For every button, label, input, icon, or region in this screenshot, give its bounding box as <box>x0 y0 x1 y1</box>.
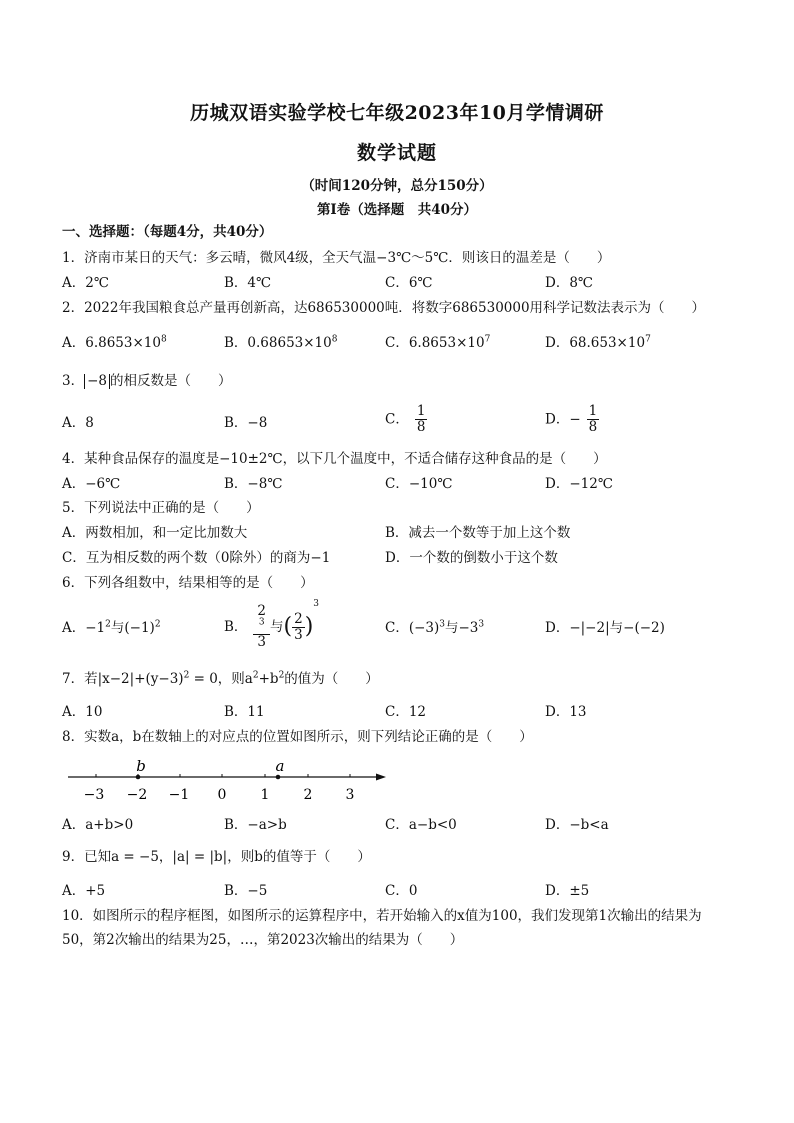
q9-option-c: C．0 <box>385 883 418 899</box>
school-title: 历城双语实验学校七年级2023年10月学情调研 <box>190 102 604 124</box>
q3-option-c: C． $\frac{1}{8}$ <box>385 403 426 435</box>
q8-option-b: B．−a>b <box>224 817 287 833</box>
tick-label: −3 <box>83 787 105 803</box>
q7-option-d: D．13 <box>545 704 587 720</box>
q1-option-d: D．8℃ <box>545 275 594 291</box>
fraction: 2 $^3$ 3 <box>253 604 270 650</box>
q1-option-c: C．6℃ <box>385 275 433 291</box>
q4-option-a: A．−6℃ <box>62 476 121 492</box>
q3-option-b: B．−8 <box>224 415 268 431</box>
q7-option-a: A．10 <box>62 704 103 720</box>
question-1-stem: 1．济南市某日的天气：多云晴，微风4级，全天气温−3℃～5℃．则该日的温差是（ ） <box>62 250 611 266</box>
question-2-stem: 2．2022年我国粮食总产量再创新高，达686530000吨．将数字686530000用科学记数法表示为（ ） <box>62 300 706 316</box>
q6-option-b: B． 2 $^3$ 3 与( $\frac{2}{3}$ )$^3$ <box>224 599 320 650</box>
question-5-stem: 5．下列说法中正确的是（ ） <box>62 500 260 516</box>
q8-option-c: C．a−b<0 <box>385 817 457 833</box>
question-9-stem: 9．已知a = −5，|a| = |b|，则b的值等于（ ） <box>62 849 371 865</box>
section-heading: 一、选择题：（每题4分，共40分） <box>62 224 273 240</box>
q9-option-a: A．+5 <box>62 883 106 899</box>
q1-option-a: A．2℃ <box>62 275 109 291</box>
question-10-line-1: 10．如图所示的程序框图，如图所示的运算程序中，若开始输入的x值为100，我们发现第1次输出的结果为 <box>62 908 702 924</box>
q8-option-a: A．a+b>0 <box>62 817 134 833</box>
q1-option-b: B．4℃ <box>224 275 272 291</box>
question-6-stem: 6．下列各组数中，结果相等的是（ ） <box>62 575 314 591</box>
q9-option-d: D．±5 <box>545 883 590 899</box>
volume-title: 第Ⅰ卷（选择题 共40分） <box>316 202 478 218</box>
question-7-stem: 7．若$|x-2|+(y-3)^2 = 0$，则$a^2+b^2$的值为（ ） <box>62 670 379 687</box>
q2-option-d: D．$68.653\times 10^7$ <box>545 334 651 351</box>
q6-option-a: A．$-1^2$与$(-1)^2$ <box>62 619 161 636</box>
question-8-stem: 8．实数a，b在数轴上的对应点的位置如图所示，则下列结论正确的是（ ） <box>62 729 533 745</box>
q4-option-b: B．−8℃ <box>224 476 283 492</box>
tick-label: 1 <box>260 787 270 803</box>
tick-label: 0 <box>217 787 227 803</box>
q5-option-c: C．互为相反数的两个数（0除外）的商为−1 <box>62 550 331 566</box>
tick-label: 3 <box>345 787 355 803</box>
point-b-label: b <box>136 757 146 775</box>
q3-option-d: D．− $\frac{1}{8}$ <box>545 403 598 435</box>
fraction: $\frac{1}{8}$ <box>416 403 426 435</box>
q5-option-a: A．两数相加，和一定比加数大 <box>62 525 248 541</box>
point-b-dot <box>136 775 141 780</box>
point-a-dot <box>276 775 281 780</box>
q2-option-a: A．$6.8653\times 10^8$ <box>62 334 167 351</box>
fraction: $\frac{2}{3}$ <box>294 610 303 643</box>
q7-option-b: B．11 <box>224 704 265 720</box>
fraction: $\frac{1}{8}$ <box>588 403 598 435</box>
q4-option-c: C．−10℃ <box>385 476 453 492</box>
absolute-value: −8 <box>84 374 110 389</box>
q5-option-b: B．减去一个数等于加上这个数 <box>385 525 571 541</box>
point-a-label: a <box>275 757 285 775</box>
q6-option-d: D．−|−2|与−(−2) <box>545 620 665 636</box>
subject-title: 数学试题 <box>356 142 437 164</box>
q2-option-b: B．$0.68653\times 10^8$ <box>224 334 338 351</box>
q4-option-d: D．−12℃ <box>545 476 613 492</box>
q9-option-b: B．−5 <box>224 883 268 899</box>
q6-option-c: C．$(-3)^3$与$-3^3$ <box>385 619 485 636</box>
question-3-stem: 3． −8 的相反数是（ ） <box>62 373 232 389</box>
question-4-stem: 4．某种食品保存的温度是−10±2℃，以下几个温度中，不适合储存这种食品的是（ ） <box>62 451 607 467</box>
tick-label: −2 <box>126 787 148 803</box>
q5-option-d: D．一个数的倒数小于这个数 <box>385 550 558 566</box>
q8-option-d: D．−b<a <box>545 817 609 833</box>
exam-info: （时间120分钟，总分150分） <box>301 178 493 194</box>
q3-option-a: A．8 <box>62 415 94 431</box>
question-10-line-2: 50，第2次输出的结果为25，…，第2023次输出的结果为（ ） <box>62 932 464 948</box>
tick-label: 2 <box>303 787 313 803</box>
tick-label: −1 <box>168 787 190 803</box>
q7-option-c: C．12 <box>385 704 427 720</box>
number-line-figure <box>62 754 392 804</box>
q2-option-c: C．$6.8653\times 10^7$ <box>385 334 491 351</box>
